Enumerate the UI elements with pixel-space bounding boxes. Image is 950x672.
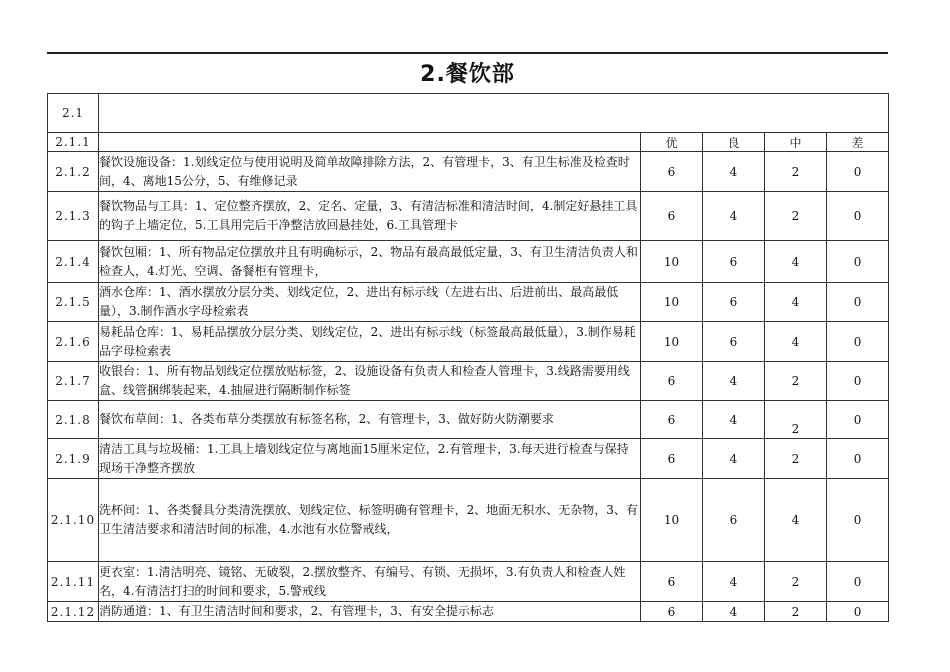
score-good: 4 bbox=[703, 562, 765, 602]
score-poor: 0 bbox=[827, 439, 889, 479]
row-code: 2.1.2 bbox=[48, 152, 99, 192]
row-description: 收银台：1、所有物品划线定位摆放贴标签，2、设施设备有负责人和检查人管理卡，3.线路需要用线盒、线管捆绑装起来，4.抽屉进行隔断制作标签 bbox=[99, 362, 641, 401]
table-row bbox=[48, 241, 889, 283]
table-row bbox=[48, 322, 889, 362]
score-excellent: 6 bbox=[641, 439, 703, 479]
row-code: 2.1.11 bbox=[48, 562, 99, 602]
score-medium: 4 bbox=[765, 283, 827, 322]
score-good: 6 bbox=[703, 479, 765, 562]
row-code: 2.1.10 bbox=[48, 479, 99, 562]
score-poor: 0 bbox=[827, 362, 889, 401]
score-good: 4 bbox=[703, 439, 765, 479]
score-medium: 2 bbox=[765, 152, 827, 192]
table-row bbox=[48, 362, 889, 401]
row-description: 清洁工具与垃圾桶：1.工具上墙划线定位与离地面15厘米定位，2.有管理卡，3.每天进行检查与保持现场干净整齐摆放 bbox=[99, 439, 641, 479]
score-medium: 2 bbox=[765, 602, 827, 622]
row-description: 洗杯间：1、各类餐具分类清洗摆放、划线定位、标签明确有管理卡，2、地面无积水、无杂物，3、有卫生清洁要求和清洁时间的标准，4.水池有水位警戒线， bbox=[99, 479, 641, 562]
score-medium: 4 bbox=[765, 241, 827, 283]
score-excellent: 10 bbox=[641, 241, 703, 283]
grade-good: 良 bbox=[703, 133, 765, 152]
section-blank-cell bbox=[99, 94, 889, 133]
score-medium: 2 bbox=[765, 562, 827, 602]
score-excellent: 6 bbox=[641, 602, 703, 622]
evaluation-table bbox=[47, 93, 889, 622]
score-good: 6 bbox=[703, 322, 765, 362]
score-excellent: 6 bbox=[641, 562, 703, 602]
score-poor: 0 bbox=[827, 283, 889, 322]
row-code: 2.1.6 bbox=[48, 322, 99, 362]
row-description: 餐饮设施设备：1.划线定位与使用说明及简单故障排除方法，2、有管理卡，3、有卫生标准及检查时间，4、离地15公分，5、有维修记录 bbox=[99, 152, 641, 192]
table-row bbox=[48, 562, 889, 602]
score-good: 6 bbox=[703, 283, 765, 322]
score-medium: 4 bbox=[765, 322, 827, 362]
row-code: 2.1.9 bbox=[48, 439, 99, 479]
page-title: 2.餐饮部 bbox=[420, 62, 515, 87]
score-poor: 0 bbox=[827, 152, 889, 192]
score-poor: 0 bbox=[827, 479, 889, 562]
row-code: 2.1.1 bbox=[48, 133, 99, 152]
score-good: 4 bbox=[703, 602, 765, 622]
score-excellent: 6 bbox=[641, 401, 703, 439]
grade-medium: 中 bbox=[765, 133, 827, 152]
score-poor: 0 bbox=[827, 562, 889, 602]
row-description: 更衣室：1.清洁明亮、镜铭、无破裂，2.摆放整齐、有编号、有锁、无损坏，3.有负责人和检查人姓名，4.有清洁打扫的时间和要求，5.警戒线 bbox=[99, 562, 641, 602]
grade-header-blank-cell bbox=[99, 133, 641, 152]
score-excellent: 6 bbox=[641, 192, 703, 241]
row-code: 2.1.3 bbox=[48, 192, 99, 241]
row-code: 2.1 bbox=[48, 94, 99, 133]
score-excellent: 6 bbox=[641, 152, 703, 192]
row-code: 2.1.7 bbox=[48, 362, 99, 401]
row-description: 酒水仓库：1、酒水摆放分层分类、划线定位，2、进出有标示线（左进右出、后进前出、最高最低量），3.制作酒水字母检索表 bbox=[99, 283, 641, 322]
row-description: 餐饮包厢：1、所有物品定位摆放并且有明确标示，2、物品有最高最低定量，3、有卫生清洁负责人和检查人，4.灯光、空调、备餐柜有管理卡， bbox=[99, 241, 641, 283]
score-poor: 0 bbox=[827, 241, 889, 283]
score-excellent: 10 bbox=[641, 283, 703, 322]
score-good: 4 bbox=[703, 401, 765, 439]
score-medium: 2 bbox=[765, 192, 827, 241]
table-row bbox=[48, 439, 889, 479]
row-description: 餐饮布草间：1、各类布草分类摆放有标签名称，2、有管理卡，3、做好防火防潮要求 bbox=[99, 401, 641, 439]
row-description: 易耗品仓库：1、易耗品摆放分层分类、划线定位，2、进出有标示线（标签最高最低量），3.制作易耗品字母检索表 bbox=[99, 322, 641, 362]
grade-excellent: 优 bbox=[641, 133, 703, 152]
score-poor: 0 bbox=[827, 322, 889, 362]
row-code: 2.1.12 bbox=[48, 602, 99, 622]
top-rule bbox=[47, 52, 888, 54]
score-excellent: 10 bbox=[641, 322, 703, 362]
table-row bbox=[48, 479, 889, 562]
score-poor: 0 bbox=[827, 602, 889, 622]
table-row bbox=[48, 401, 889, 439]
score-good: 6 bbox=[703, 241, 765, 283]
score-good: 4 bbox=[703, 152, 765, 192]
row-code: 2.1.4 bbox=[48, 241, 99, 283]
score-medium: 2 bbox=[765, 401, 827, 439]
row-description: 餐饮物品与工具：1、定位整齐摆放，2、定名、定量，3、有清洁标准和清洁时间，4.制定好悬挂工具的钩子上墙定位，5.工具用完后干净整洁放回悬挂处，6.工具管理卡 bbox=[99, 192, 641, 241]
table-row bbox=[48, 192, 889, 241]
row-code: 2.1.8 bbox=[48, 401, 99, 439]
score-medium: 2 bbox=[765, 362, 827, 401]
row-code: 2.1.5 bbox=[48, 283, 99, 322]
grade-poor: 差 bbox=[827, 133, 889, 152]
score-medium: 2 bbox=[765, 439, 827, 479]
score-good: 4 bbox=[703, 362, 765, 401]
score-good: 4 bbox=[703, 192, 765, 241]
table-row bbox=[48, 602, 889, 622]
row-description: 消防通道：1、有卫生清洁时间和要求，2、有管理卡，3、有安全提示标志 bbox=[99, 602, 641, 622]
table-row bbox=[48, 283, 889, 322]
score-excellent: 10 bbox=[641, 479, 703, 562]
table-row bbox=[48, 152, 889, 192]
grade-header-row bbox=[48, 133, 889, 152]
score-medium: 4 bbox=[765, 479, 827, 562]
section-row bbox=[48, 94, 889, 133]
score-excellent: 6 bbox=[641, 362, 703, 401]
score-poor: 0 bbox=[827, 192, 889, 241]
score-poor: 0 bbox=[827, 401, 889, 439]
